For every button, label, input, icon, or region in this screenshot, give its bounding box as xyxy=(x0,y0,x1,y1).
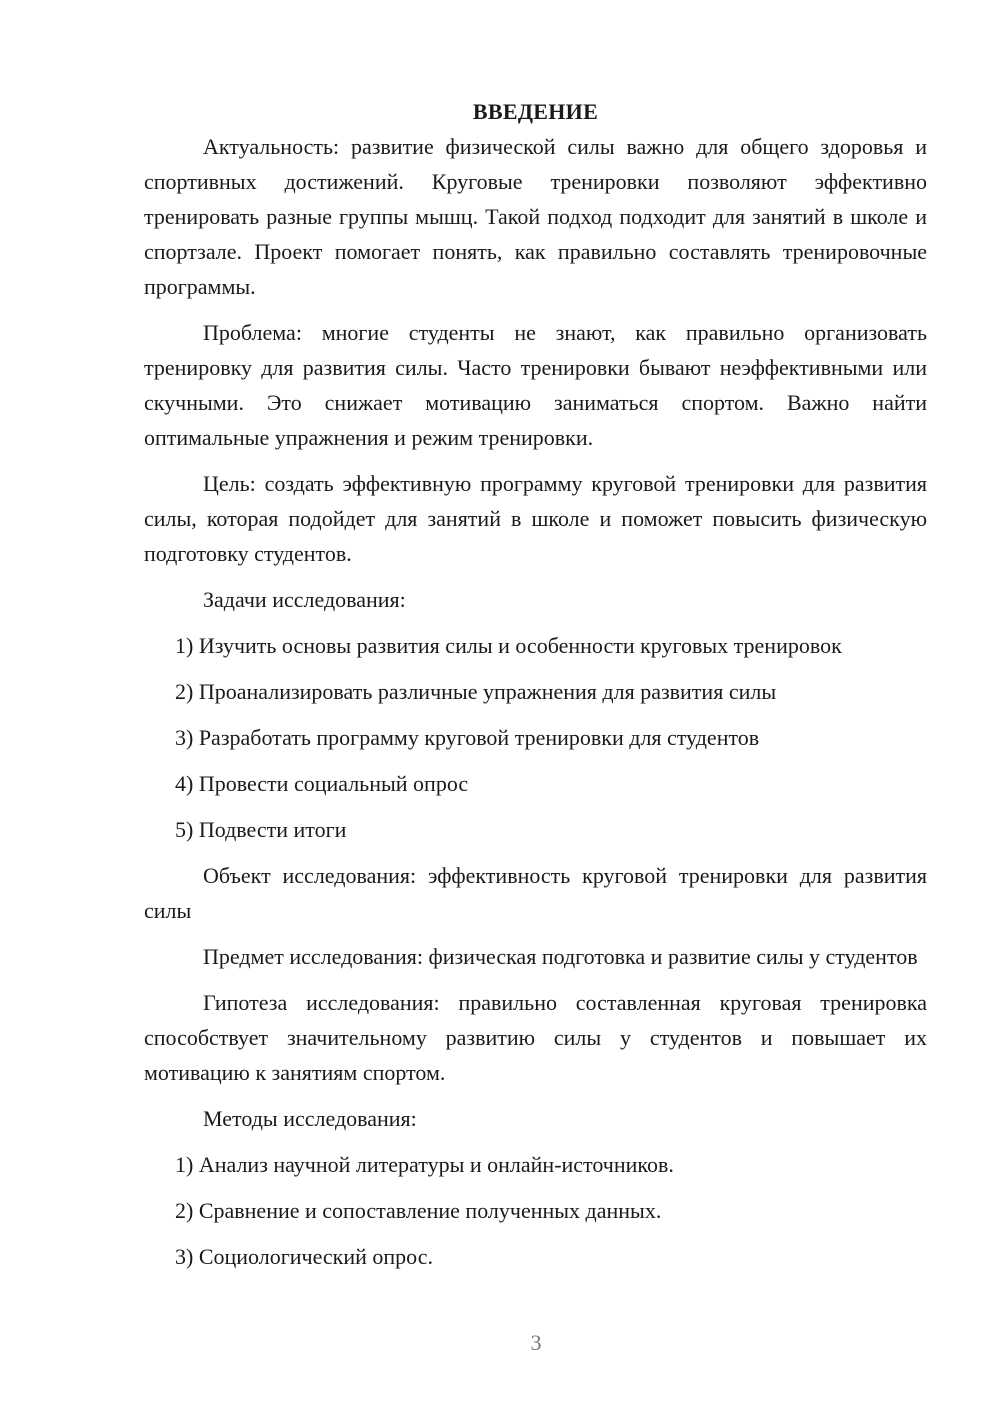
goal-paragraph: Цель: создать эффективную программу круговой тренировки для развития силы, которая подойдет для занятий в школе и поможет повысить физическую подготовку студентов. xyxy=(144,471,927,566)
problem-paragraph: Проблема: многие студенты не знают, как правильно организовать тренировку для развития силы. Часто тренировки бывают неэффективными или скучными. Это снижает мотивацию заниматься спортом. Важно найти оптимальные упражнения и режим тренировки. xyxy=(144,320,927,450)
list-item: 1) Изучить основы развития силы и особенности круговых тренировок xyxy=(175,633,842,658)
methods-list xyxy=(144,1147,927,1274)
page-title: ВВЕДЕНИЕ xyxy=(472,99,599,124)
list-item: 2) Сравнение и сопоставление полученных данных. xyxy=(175,1198,662,1223)
relevance-paragraph: Актуальность: развитие физической силы важно для общего здоровья и спортивных достижений. Круговые тренировки позволяют эффективно тренировать разные группы мышц. Такой подход подходит для занятий в школе и спортзале. Проект помогает понять, как правильно составлять тренировочные программы. xyxy=(144,134,927,299)
methods-heading: Методы исследования: xyxy=(203,1106,417,1131)
object-paragraph: Объект исследования: эффективность круговой тренировки для развития силы xyxy=(144,863,927,923)
list-item: 3) Социологический опрос. xyxy=(175,1244,433,1269)
list-item: 2) Проанализировать различные упражнения для развития силы xyxy=(175,679,777,704)
list-item: 4) Провести социальный опрос xyxy=(175,771,469,796)
hypothesis-paragraph: Гипотеза исследования: правильно составленная круговая тренировка способствует значительному развитию силы у студентов и повышает их мотивацию к занятиям спортом. xyxy=(144,990,927,1085)
subject-paragraph: Предмет исследования: физическая подготовка и развитие силы у студентов xyxy=(203,944,918,969)
page-content xyxy=(144,94,927,1285)
page-number: 3 xyxy=(530,1330,542,1355)
tasks-heading: Задачи исследования: xyxy=(203,587,406,612)
list-item: 5) Подвести итоги xyxy=(175,817,347,842)
list-item: 1) Анализ научной литературы и онлайн-источников. xyxy=(175,1152,674,1177)
list-item: 3) Разработать программу круговой тренировки для студентов xyxy=(175,725,760,750)
tasks-list xyxy=(144,628,927,847)
